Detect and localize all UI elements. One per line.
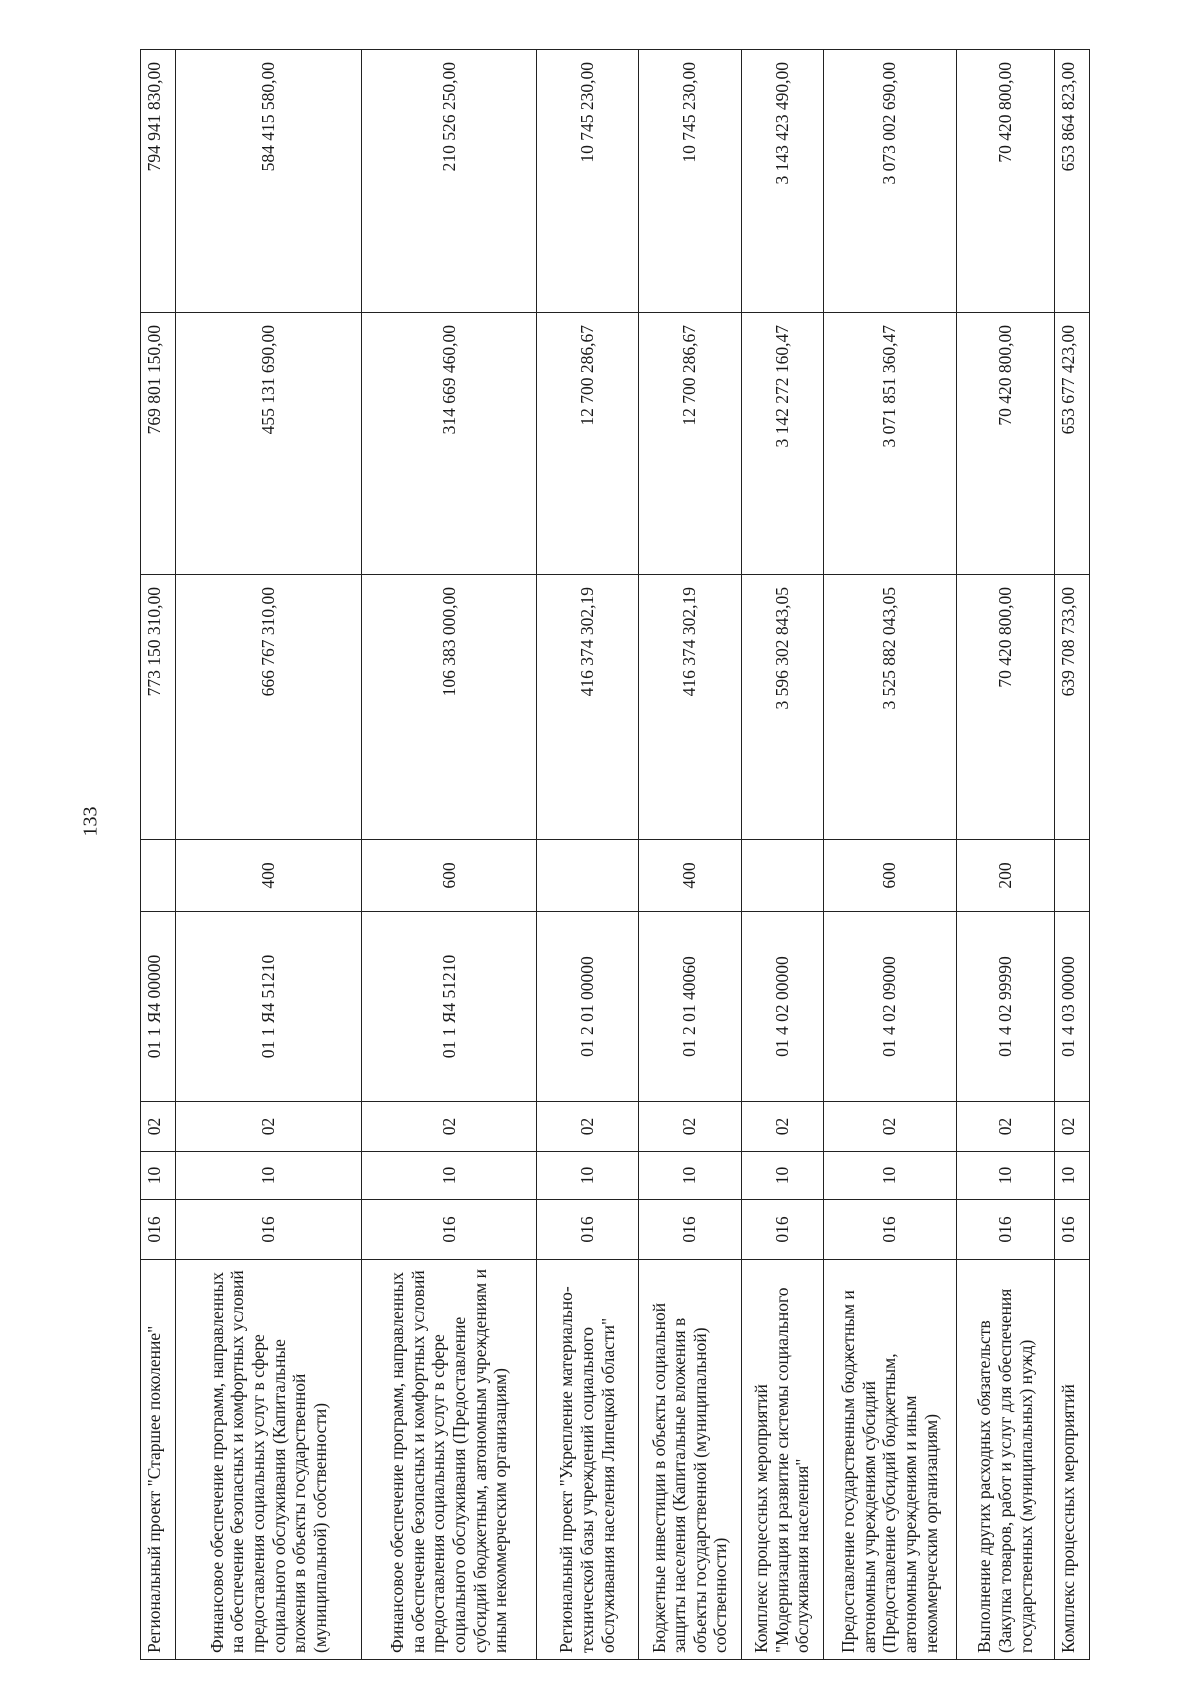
amount-year-3: 653 864 823,00 (1055, 50, 1090, 313)
section-code: 10 (741, 1152, 823, 1200)
target-article: 01 4 02 00000 (741, 912, 823, 1102)
target-article: 01 1 Я4 51210 (175, 912, 362, 1102)
amount-year-2: 769 801 150,00 (141, 313, 176, 575)
expense-type (536, 840, 638, 912)
row-name: Выполнение других расходных обязательств (Закупка товаров, работ и услуг для обеспечения государственных (муниципальных) нужд) (956, 1260, 1054, 1660)
target-article: 01 4 02 99990 (956, 912, 1054, 1102)
section-code: 10 (536, 1152, 638, 1200)
amount-year-1: 70 420 800,00 (956, 575, 1054, 840)
row-name: Финансовое обеспечение программ, направленных на обеспечение безопасных и комфортных условий предоставления социальных услуг в сфере социального обслуживания (Капитальные вложения в объекты государственной (муниципальной) собственности) (175, 1260, 362, 1660)
table-row (741, 50, 823, 1660)
section-code: 10 (823, 1152, 956, 1200)
amount-year-2: 3 142 272 160,47 (741, 313, 823, 575)
subsection-code: 02 (956, 1102, 1054, 1152)
expense-type (741, 840, 823, 912)
amount-year-1: 3 525 882 043,05 (823, 575, 956, 840)
budget-table-rotated (140, 50, 1090, 1660)
ministry-code: 016 (823, 1200, 956, 1260)
target-article: 01 4 02 09000 (823, 912, 956, 1102)
amount-year-2: 12 700 286,67 (639, 313, 741, 575)
budget-table (140, 49, 1090, 1660)
row-name: Финансовое обеспечение программ, направленных на обеспечение безопасных и комфортных условий предоставления социальных услуг в сфере социального обслуживания (Предоставление субсидий бюджетным, автономным учреждениям и иным некоммерческим организациям) (362, 1260, 536, 1660)
ministry-code: 016 (536, 1200, 638, 1260)
table-row (141, 50, 176, 1660)
amount-year-1: 639 708 733,00 (1055, 575, 1090, 840)
amount-year-3: 3 143 423 490,00 (741, 50, 823, 313)
expense-type: 400 (175, 840, 362, 912)
section-code: 10 (639, 1152, 741, 1200)
amount-year-2: 455 131 690,00 (175, 313, 362, 575)
subsection-code: 02 (175, 1102, 362, 1152)
subsection-code: 02 (141, 1102, 176, 1152)
subsection-code: 02 (536, 1102, 638, 1152)
expense-type: 600 (823, 840, 956, 912)
expense-type: 400 (639, 840, 741, 912)
section-code: 10 (141, 1152, 176, 1200)
section-code: 10 (362, 1152, 536, 1200)
subsection-code: 02 (823, 1102, 956, 1152)
amount-year-3: 794 941 830,00 (141, 50, 176, 313)
expense-type: 600 (362, 840, 536, 912)
subsection-code: 02 (362, 1102, 536, 1152)
target-article: 01 1 Я4 51210 (362, 912, 536, 1102)
ministry-code: 016 (362, 1200, 536, 1260)
amount-year-1: 3 596 302 843,05 (741, 575, 823, 840)
row-name: Комплекс процессных мероприятий (1055, 1260, 1090, 1660)
target-article: 01 4 03 00000 (1055, 912, 1090, 1102)
amount-year-3: 10 745 230,00 (536, 50, 638, 313)
amount-year-1: 666 767 310,00 (175, 575, 362, 840)
ministry-code: 016 (741, 1200, 823, 1260)
amount-year-3: 70 420 800,00 (956, 50, 1054, 313)
expense-type: 200 (956, 840, 1054, 912)
amount-year-3: 3 073 002 690,00 (823, 50, 956, 313)
amount-year-1: 773 150 310,00 (141, 575, 176, 840)
ministry-code: 016 (175, 1200, 362, 1260)
target-article: 01 2 01 40060 (639, 912, 741, 1102)
amount-year-2: 3 071 851 360,47 (823, 313, 956, 575)
section-code: 10 (175, 1152, 362, 1200)
table-row (175, 50, 362, 1660)
amount-year-2: 314 669 460,00 (362, 313, 536, 575)
row-name: Бюджетные инвестиции в объекты социальной защиты населения (Капитальные вложения в объекты государственной (муниципальной) собственности) (639, 1260, 741, 1660)
table-row (823, 50, 956, 1660)
table-row (362, 50, 536, 1660)
amount-year-3: 210 526 250,00 (362, 50, 536, 313)
table-row (536, 50, 638, 1660)
amount-year-3: 584 415 580,00 (175, 50, 362, 313)
page-number: 133 (79, 806, 102, 837)
amount-year-2: 70 420 800,00 (956, 313, 1054, 575)
amount-year-1: 416 374 302,19 (536, 575, 638, 840)
subsection-code: 02 (741, 1102, 823, 1152)
row-name: Предоставление государственным бюджетным и автономным учреждениям субсидий (Предоставление субсидий бюджетным, автономным учреждениям и иным некоммерческим организациям) (823, 1260, 956, 1660)
ministry-code: 016 (639, 1200, 741, 1260)
amount-year-2: 12 700 286,67 (536, 313, 638, 575)
row-name: Региональный проект "Укрепление материально-технической базы учреждений социального обслуживания населения Липецкой области" (536, 1260, 638, 1660)
section-code: 10 (1055, 1152, 1090, 1200)
target-article: 01 1 Я4 00000 (141, 912, 176, 1102)
ministry-code: 016 (1055, 1200, 1090, 1260)
ministry-code: 016 (956, 1200, 1054, 1260)
row-name: Комплекс процессных мероприятий "Модернизация и развитие системы социального обслуживания населения" (741, 1260, 823, 1660)
amount-year-1: 416 374 302,19 (639, 575, 741, 840)
subsection-code: 02 (1055, 1102, 1090, 1152)
table-row (639, 50, 741, 1660)
amount-year-3: 10 745 230,00 (639, 50, 741, 313)
row-name: Региональный проект "Старшее поколение" (141, 1260, 176, 1660)
subsection-code: 02 (639, 1102, 741, 1152)
table-row (1055, 50, 1090, 1660)
table-row (956, 50, 1054, 1660)
section-code: 10 (956, 1152, 1054, 1200)
expense-type (1055, 840, 1090, 912)
ministry-code: 016 (141, 1200, 176, 1260)
target-article: 01 2 01 00000 (536, 912, 638, 1102)
amount-year-1: 106 383 000,00 (362, 575, 536, 840)
amount-year-2: 653 677 423,00 (1055, 313, 1090, 575)
expense-type (141, 840, 176, 912)
